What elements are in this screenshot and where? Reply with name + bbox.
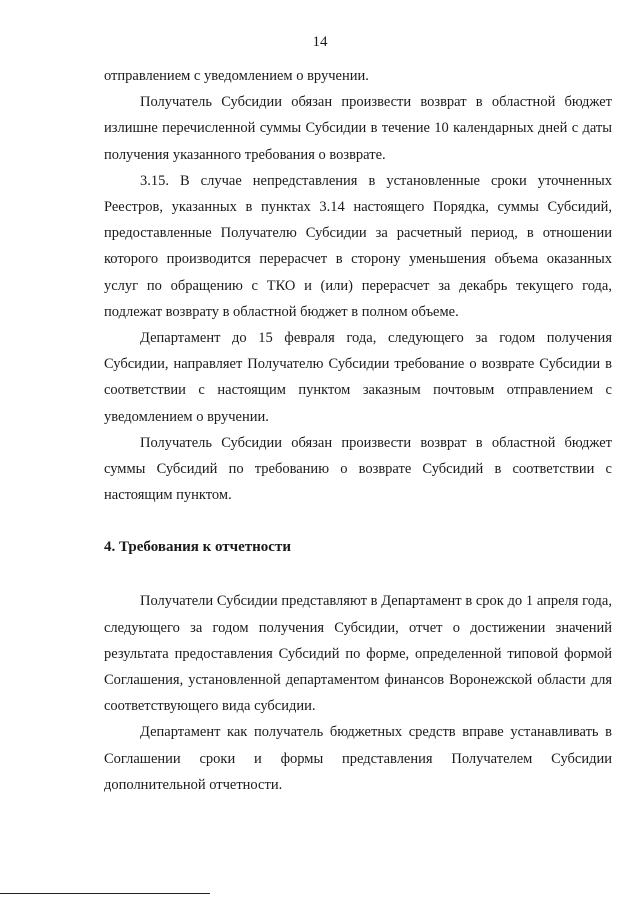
paragraph-additional-reporting: Департамент как получатель бюджетных средств вправе устанавливать в Соглашении сроки и формы представления Получателем Субсидии дополнительной отчетности.	[104, 724, 612, 793]
document-body	[104, 63, 612, 798]
paragraph-department-demand: Департамент до 15 февраля года, следующего за годом получения Субсидии, направляет Получателю Субсидии требование о возврате Субсидии в соответствии с настоящим пунктом заказным почтовым отправлением с уведомлением о вручении.	[104, 330, 612, 425]
paragraph-continuation: отправлением с уведомлением о вручении.	[104, 68, 369, 84]
paragraph-reporting-deadline: Получатели Субсидии представляют в Департамент в срок до 1 апреля года, следующего за годом получения Субсидии, отчет о достижении значений результата предоставления Субсидий по форме, определенной типовой формой Соглашения, установленной департаментом финансов Воронежской области для соответствующего вида субсидии.	[104, 593, 612, 715]
paragraph-3-15: 3.15. В случае непредставления в установленные сроки уточненных Реестров, указанных в пунктах 3.14 настоящего Порядка, суммы Субсидий, предоставленные Получателю Субсидии за расчетный период, в отношении которого производится перерасчет в сторону уменьшения объема оказанных услуг по обращению с ТКО и (или) перерасчет за декабрь текущего года, подлежат возврату в областной бюджет в полном объеме.	[104, 172, 612, 320]
paragraph-refund-obligation: Получатель Субсидии обязан произвести возврат в областной бюджет излишне перечисленной суммы Субсидии в течение 10 календарных дней с даты получения указанного требования о возврате.	[104, 94, 612, 163]
footnote-divider	[0, 893, 210, 894]
paragraph-refund-by-demand: Получатель Субсидии обязан произвести возврат в областной бюджет суммы Субсидий по требованию о возврате Субсидий в соответствии с настоящим пунктом.	[104, 434, 612, 504]
page-number: 14	[312, 34, 328, 50]
section-heading: 4. Требования к отчетности	[104, 539, 291, 556]
